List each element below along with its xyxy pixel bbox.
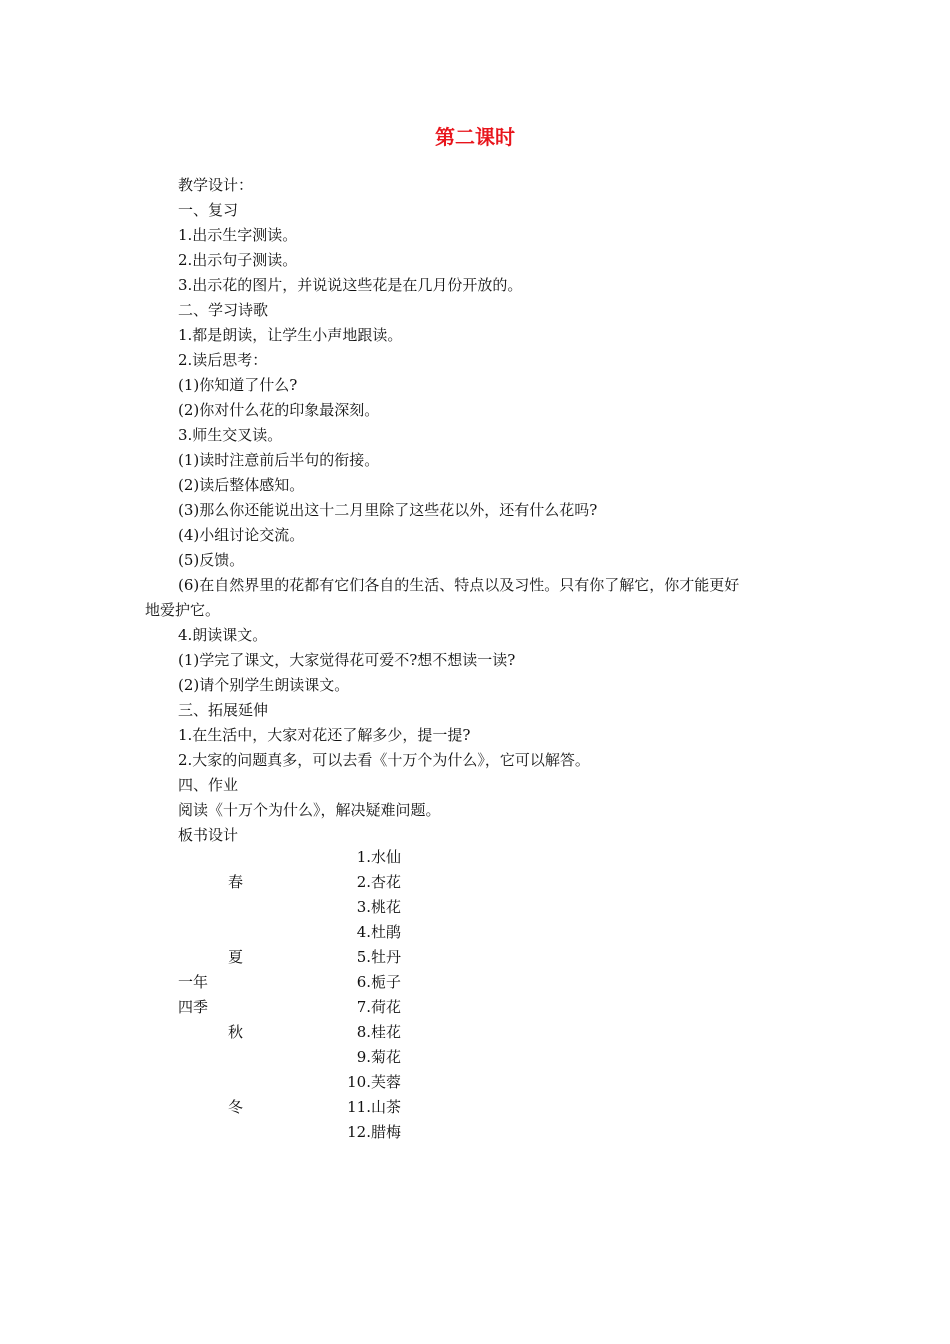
board-row <box>0 1120 950 1145</box>
board-row <box>0 970 950 995</box>
board-row <box>0 1045 950 1070</box>
list-item: 2.出示句子测读。 <box>178 251 298 269</box>
section-heading: 四、作业 <box>178 776 239 794</box>
flower-item: 10.芙蓉 <box>347 1073 402 1091</box>
season-autumn: 秋 <box>228 1023 244 1041</box>
flower-item: 2.杏花 <box>356 873 402 891</box>
list-item: (1)你知道了什么? <box>178 376 298 394</box>
list-item: 3.师生交叉读。 <box>178 426 283 444</box>
board-root-label: 四季 <box>178 998 209 1016</box>
blackboard-design <box>0 845 950 1145</box>
flower-item: 4.杜鹃 <box>356 923 402 941</box>
season-spring: 春 <box>228 873 244 891</box>
section-heading: 三、拓展延伸 <box>178 701 269 719</box>
list-item: (2)请个别学生朗读课文。 <box>178 676 350 694</box>
list-item: 3.出示花的图片，并说说这些花是在几月份开放的。 <box>178 276 523 294</box>
list-item: 2.大家的问题真多，可以去看《十万个为什么》，它可以解答。 <box>178 751 590 769</box>
list-item: 4.朗读课文。 <box>178 626 268 644</box>
flower-item: 9.菊花 <box>356 1048 402 1066</box>
flower-item: 6.栀子 <box>356 973 402 991</box>
list-item-continuation: 地爱护它。 <box>145 601 221 619</box>
board-row <box>0 870 950 895</box>
list-item: (3)那么你还能说出这十二月里除了这些花以外，还有什么花吗? <box>178 501 598 519</box>
flower-item: 11.山茶 <box>347 1098 402 1116</box>
flower-item: 5.牡丹 <box>356 948 402 966</box>
board-row <box>0 845 950 870</box>
list-item: (2)你对什么花的印象最深刻。 <box>178 401 380 419</box>
board-row <box>0 995 950 1020</box>
list-item: (6)在自然界里的花都有它们各自的生活、特点以及习性。只有你了解它，你才能更好 <box>178 576 740 594</box>
season-winter: 冬 <box>228 1098 244 1116</box>
flower-item: 1.水仙 <box>356 848 402 866</box>
board-row <box>0 1095 950 1120</box>
board-row <box>0 1070 950 1095</box>
list-item: (1)读时注意前后半句的衔接。 <box>178 451 380 469</box>
section-heading: 教学设计： <box>178 176 254 194</box>
flower-item: 12.腊梅 <box>347 1123 402 1141</box>
list-item: 1.都是朗读，让学生小声地跟读。 <box>178 326 403 344</box>
list-item: (2)读后整体感知。 <box>178 476 305 494</box>
list-item: 1.出示生字测读。 <box>178 226 298 244</box>
board-row <box>0 1020 950 1045</box>
list-item: 1.在生活中，大家对花还了解多少，提一提? <box>178 726 471 744</box>
section-heading: 板书设计 <box>178 826 239 844</box>
flower-item: 8.桂花 <box>356 1023 402 1041</box>
season-summer: 夏 <box>228 948 244 966</box>
section-heading: 一、复习 <box>178 201 239 219</box>
list-item: (5)反馈。 <box>178 551 245 569</box>
list-item: (4)小组讨论交流。 <box>178 526 305 544</box>
page-title: 第二课时 <box>435 125 515 149</box>
list-item: 2.读后思考： <box>178 351 268 369</box>
lesson-body <box>0 173 950 848</box>
list-item: 阅读《十万个为什么》，解决疑难问题。 <box>178 801 441 819</box>
section-heading: 二、学习诗歌 <box>178 301 269 319</box>
board-row <box>0 920 950 945</box>
list-item: (1)学完了课文，大家觉得花可爱不?想不想读一读? <box>178 651 516 669</box>
flower-item: 3.桃花 <box>356 898 402 916</box>
flower-item: 7.荷花 <box>356 998 402 1016</box>
board-row <box>0 895 950 920</box>
board-row <box>0 945 950 970</box>
board-root-label: 一年 <box>178 973 209 991</box>
